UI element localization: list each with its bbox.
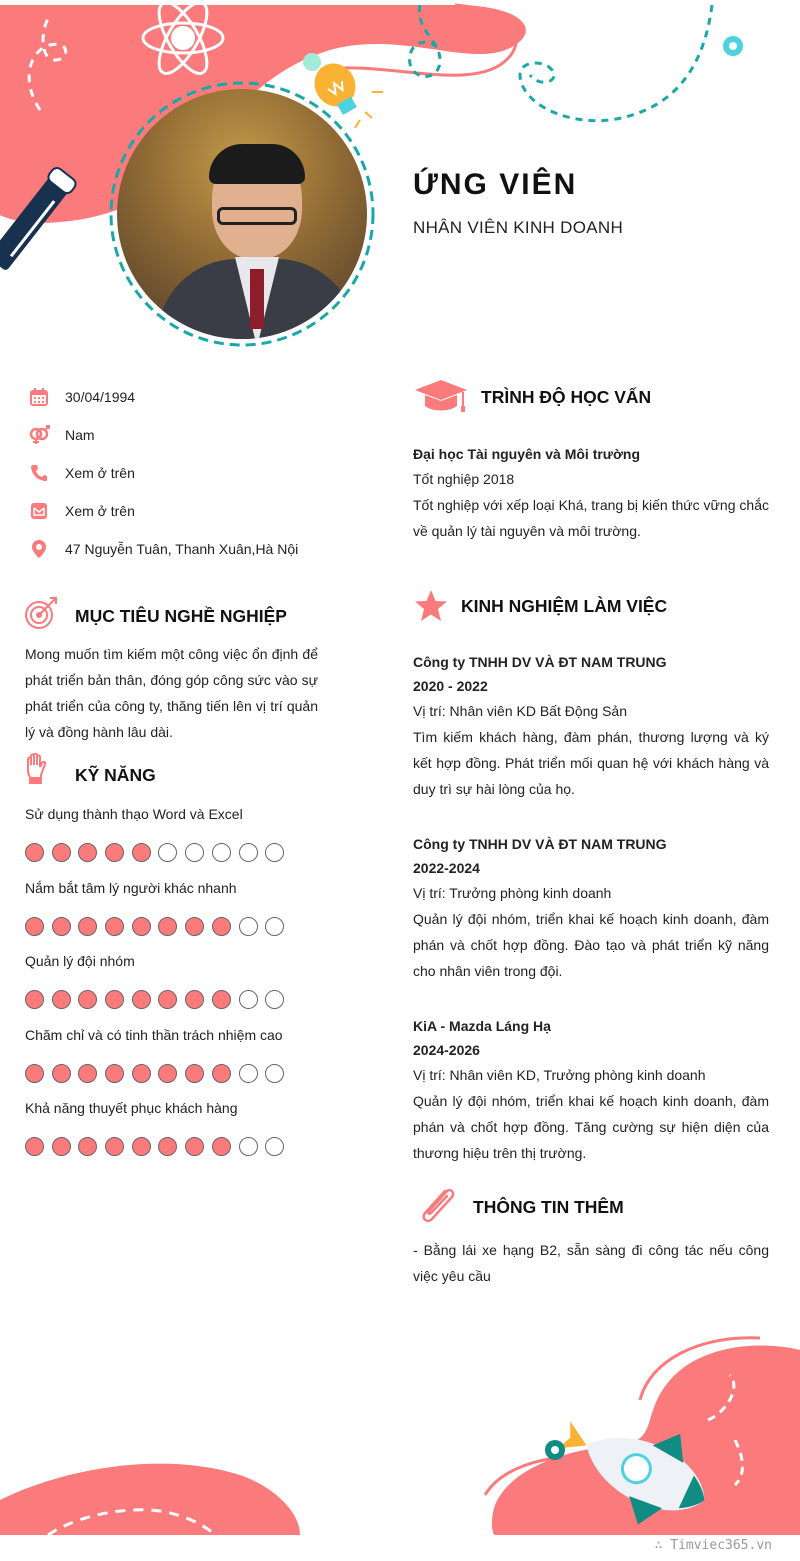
- rating-dot-filled: [185, 917, 204, 936]
- email-icon: [28, 500, 50, 522]
- rating-dot-filled: [185, 1137, 204, 1156]
- rating-dot-filled: [25, 917, 44, 936]
- rating-dot-empty: [265, 990, 284, 1009]
- rating-dot-empty: [158, 843, 177, 862]
- rating-dot-empty: [265, 1137, 284, 1156]
- additional-title: THÔNG TIN THÊM: [473, 1197, 624, 1217]
- job-description: Tìm kiếm khách hàng, đàm phán, thương lượng và ký kết hợp đồng. Phát triển mối quan hệ với khách hàng và duy trì sự hài lòng của họ.: [413, 729, 769, 797]
- avatar: [117, 89, 367, 339]
- avatar-glasses: [217, 207, 297, 225]
- rating-dot-filled: [52, 990, 71, 1009]
- graduation-year: Tốt nghiệp 2018: [413, 471, 515, 487]
- rating-dot-filled: [185, 1064, 204, 1083]
- graduation-cap-icon: [413, 378, 469, 419]
- info-birthday: [28, 386, 135, 408]
- skill-rating: [25, 1137, 284, 1156]
- experience-entry: [413, 832, 769, 984]
- rating-dot-empty: [239, 917, 258, 936]
- rating-dot-filled: [78, 990, 97, 1009]
- job-position: Vị trí: Nhân viên KD, Trưởng phòng kinh doanh: [413, 1067, 706, 1083]
- job-description: Quản lý đội nhóm, triển khai kế hoạch kinh doanh, đàm phán và chốt hợp đồng. Đào tạo và phát triển kỹ năng cho nhân viên trong đội.: [413, 911, 769, 979]
- job-title: NHÂN VIÊN KINH DOANH: [413, 218, 624, 237]
- skill-name: Sử dụng thành thạo Word và Excel: [25, 806, 243, 822]
- job-period: 2022-2024: [413, 860, 480, 876]
- rating-dot-filled: [105, 990, 124, 1009]
- info-email: [28, 500, 135, 522]
- rating-dot-empty: [185, 843, 204, 862]
- rating-dot-empty: [239, 1137, 258, 1156]
- rating-dot-filled: [52, 1137, 71, 1156]
- phone-icon: [28, 462, 50, 484]
- watermark: ∴ Timviec365.vn: [654, 1538, 772, 1553]
- rating-dot-filled: [132, 990, 151, 1009]
- rating-dot-filled: [25, 990, 44, 1009]
- rating-dot-filled: [105, 917, 124, 936]
- rating-dot-filled: [25, 1137, 44, 1156]
- skill-rating: [25, 1064, 284, 1083]
- education-entry: [413, 442, 769, 544]
- rating-dot-filled: [105, 1137, 124, 1156]
- rating-dot-filled: [158, 990, 177, 1009]
- skill-name: Khả năng thuyết phục khách hàng: [25, 1100, 238, 1116]
- target-icon: [24, 596, 58, 635]
- education-title: TRÌNH ĐỘ HỌC VẤN: [481, 387, 652, 407]
- location-pin-icon: [28, 538, 50, 560]
- skill-name: Nắm bắt tâm lý người khác nhanh: [25, 879, 237, 896]
- rating-dot-filled: [25, 1064, 44, 1083]
- job-position: Vị trí: Trưởng phòng kinh doanh: [413, 885, 612, 901]
- rating-dot-filled: [132, 843, 151, 862]
- star-icon: [414, 589, 448, 628]
- skill-rating: [25, 917, 284, 936]
- rating-dot-empty: [265, 917, 284, 936]
- rating-dot-filled: [158, 917, 177, 936]
- rating-dot-filled: [158, 1064, 177, 1083]
- skill-rating: [25, 843, 284, 862]
- job-description: Quản lý đội nhóm, triển khai kế hoạch kinh doanh, đàm phán và chốt hợp đồng. Tăng cường sự hiện diện của thương hiệu trên thị trường.: [413, 1093, 769, 1161]
- rating-dot-filled: [132, 1064, 151, 1083]
- skill-rating: [25, 990, 284, 1009]
- info-address: [28, 538, 298, 560]
- phone-value: Xem ở trên: [65, 465, 135, 481]
- info-gender: [28, 424, 95, 446]
- hand-icon: [24, 753, 48, 790]
- rating-dot-filled: [158, 1137, 177, 1156]
- rating-dot-filled: [105, 1064, 124, 1083]
- rating-dot-filled: [52, 917, 71, 936]
- rating-dot-filled: [132, 917, 151, 936]
- avatar-hair: [209, 144, 305, 184]
- objective-title: MỤC TIÊU NGHỀ NGHIỆP: [75, 606, 287, 626]
- rating-dot-filled: [78, 1137, 97, 1156]
- experience-title: KINH NGHIỆM LÀM VIỆC: [461, 596, 668, 616]
- rating-dot-empty: [239, 843, 258, 862]
- rating-dot-filled: [78, 917, 97, 936]
- email-value: Xem ở trên: [65, 503, 135, 519]
- company-name: Công ty TNHH DV VÀ ĐT NAM TRUNG: [413, 654, 667, 670]
- candidate-name: ỨNG VIÊN: [413, 168, 578, 201]
- gender-icon: [28, 424, 50, 446]
- company-name: Công ty TNHH DV VÀ ĐT NAM TRUNG: [413, 836, 667, 852]
- skill-name: Chăm chỉ và có tinh thần trách nhiệm cao: [25, 1026, 283, 1043]
- rating-dot-filled: [78, 843, 97, 862]
- gender-value: Nam: [65, 427, 95, 443]
- education-description: Tốt nghiệp với xếp loại Khá, trang bị kiến thức vững chắc về quản lý tài nguyên và môi trường.: [413, 497, 769, 539]
- skills-title: KỸ NĂNG: [75, 765, 156, 785]
- rating-dot-filled: [52, 843, 71, 862]
- rating-dot-filled: [52, 1064, 71, 1083]
- rating-dot-empty: [212, 843, 231, 862]
- rating-dot-filled: [185, 990, 204, 1009]
- company-name: KiA - Mazda Láng Hạ: [413, 1018, 551, 1034]
- objective-text: Mong muốn tìm kiếm một công việc ổn định để phát triển bản thân, đóng góp công sức vào sự phát triển của công ty, thăng tiến lên vị trí quản lý và đồng hành lâu dài.: [25, 646, 318, 740]
- rating-dot-empty: [265, 843, 284, 862]
- job-position: Vị trí: Nhân viên KD Bất Động Sản: [413, 703, 627, 719]
- rating-dot-filled: [212, 990, 231, 1009]
- additional-text: - Bằng lái xe hạng B2, sẵn sàng đi công tác nếu công việc yêu cầu: [413, 1242, 769, 1284]
- rating-dot-empty: [239, 990, 258, 1009]
- rating-dot-filled: [25, 843, 44, 862]
- paperclip-icon: [415, 1185, 459, 1234]
- job-period: 2020 - 2022: [413, 678, 488, 694]
- avatar-tie: [250, 269, 264, 329]
- rating-dot-filled: [212, 917, 231, 936]
- skill-name: Quản lý đội nhóm: [25, 953, 135, 969]
- birthday-value: 30/04/1994: [65, 389, 136, 405]
- experience-entry: [413, 1014, 769, 1166]
- rating-dot-filled: [78, 1064, 97, 1083]
- rating-dot-filled: [212, 1064, 231, 1083]
- rating-dot-empty: [265, 1064, 284, 1083]
- rating-dot-filled: [132, 1137, 151, 1156]
- address-value: 47 Nguyễn Tuân, Thanh Xuân,Hà Nội: [65, 541, 299, 557]
- experience-entry: [413, 650, 769, 802]
- rating-dot-empty: [239, 1064, 258, 1083]
- info-phone: [28, 462, 135, 484]
- rating-dot-filled: [212, 1137, 231, 1156]
- job-period: 2024-2026: [413, 1042, 480, 1058]
- school-name: Đại học Tài nguyên và Môi trường: [413, 446, 641, 462]
- calendar-icon: [28, 386, 50, 408]
- rating-dot-filled: [105, 843, 124, 862]
